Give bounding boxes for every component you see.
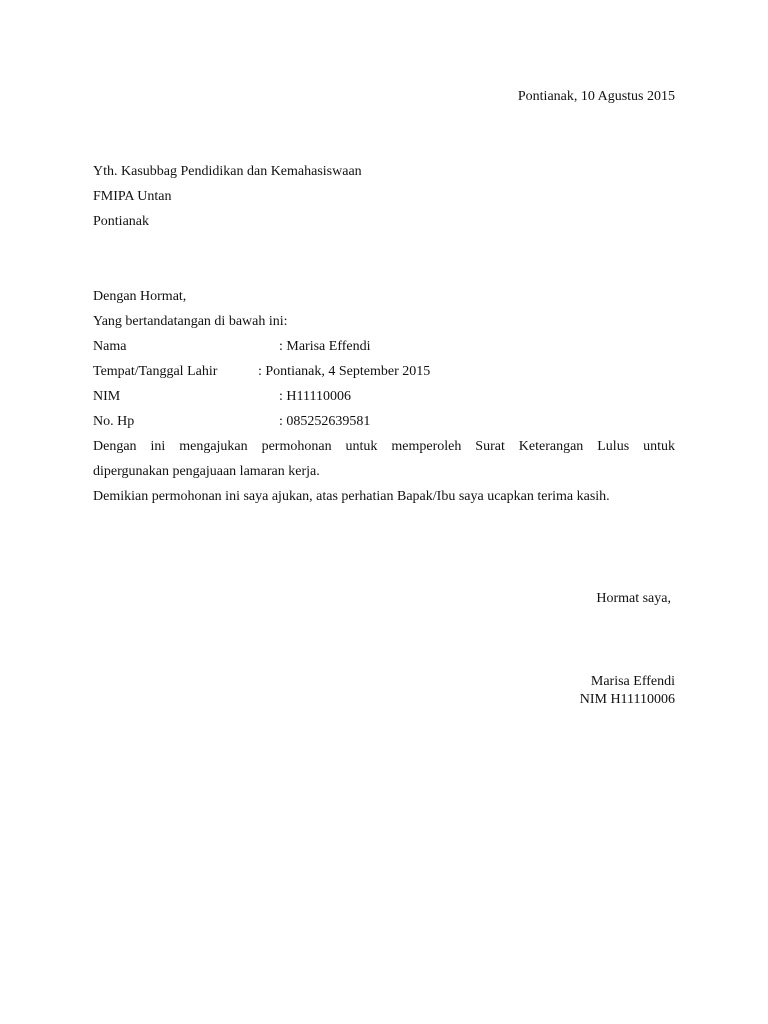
recipient-line-2: FMIPA Untan: [93, 189, 172, 204]
field-value: : 085252639581: [279, 414, 371, 429]
field-value: : Pontianak, 4 September 2015: [258, 364, 431, 379]
recipient-line-1: Yth. Kasubbag Pendidikan dan Kemahasiswaan: [93, 164, 362, 179]
body-paragraph-line-2: dipergunakan pengajuaan lamaran kerja.: [93, 464, 320, 479]
field-label: NIM: [93, 389, 121, 404]
closing-sentence: Demikian permohonan ini saya ajukan, atas perhatian Bapak/Ibu saya ucapkan terima kasih.: [93, 489, 610, 504]
signer-name: Marisa Effendi: [590, 674, 675, 689]
field-value: : Marisa Effendi: [279, 339, 371, 354]
signer-id: NIM H11110006: [579, 692, 675, 707]
sign-off: Hormat saya,: [596, 591, 671, 606]
field-label: Tempat/Tanggal Lahir: [93, 364, 218, 379]
intro-text: Yang bertandatangan di bawah ini:: [93, 314, 288, 329]
recipient-line-3: Pontianak: [93, 214, 149, 229]
place-date: Pontianak, 10 Agustus 2015: [517, 89, 675, 104]
field-label: Nama: [93, 339, 127, 354]
body-paragraph-line-1: Dengan ini mengajukan permohonan untuk memperoleh Surat Keterangan Lulus untuk: [93, 439, 675, 454]
field-label: No. Hp: [93, 414, 135, 429]
field-value: : H11110006: [279, 389, 351, 404]
salutation: Dengan Hormat,: [93, 289, 187, 304]
